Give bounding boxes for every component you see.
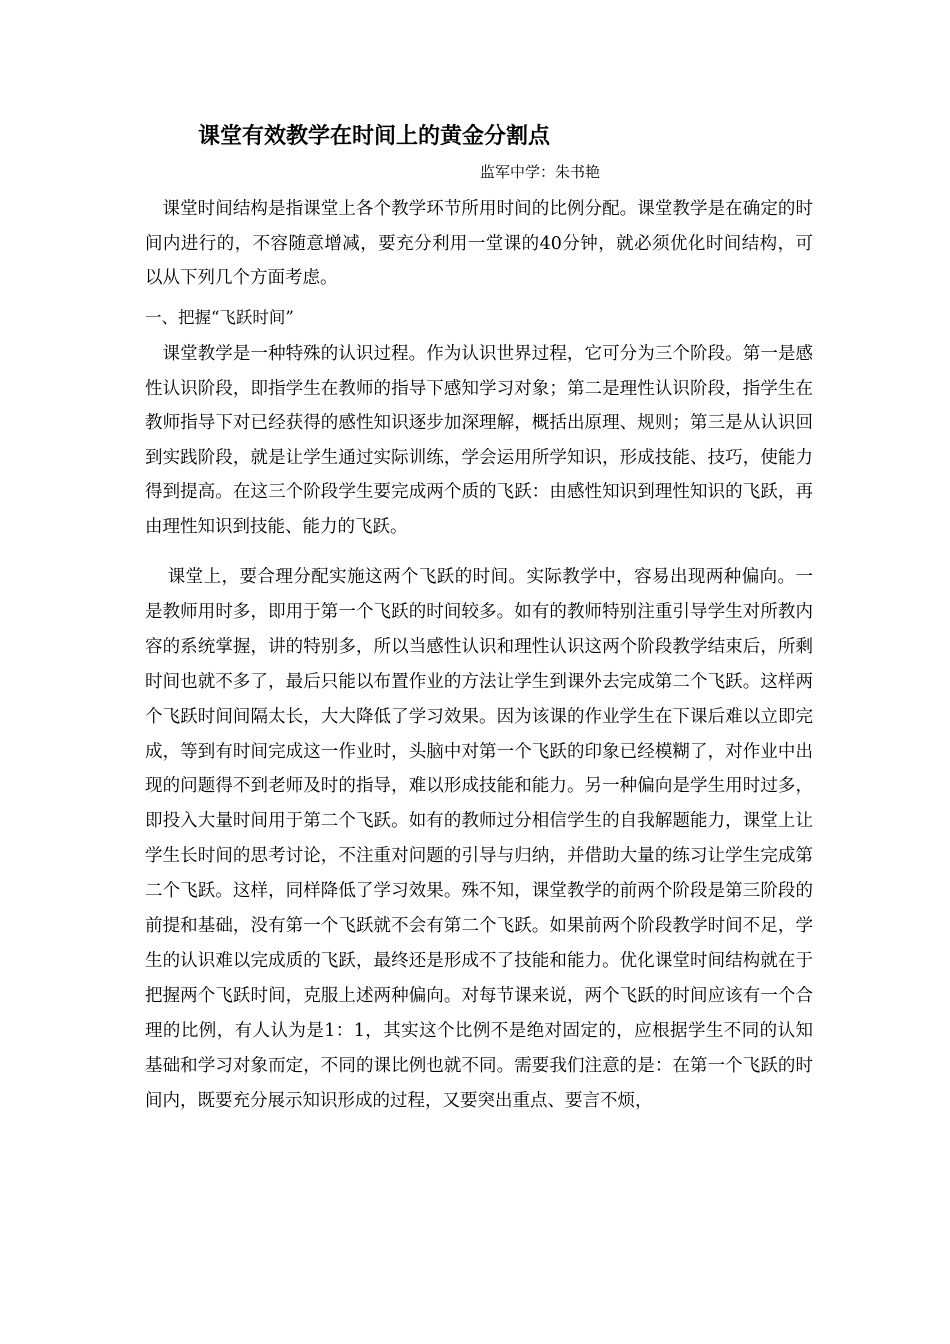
section-heading: 一、把握“飞跃时间” [145,308,294,327]
body-paragraph: 课堂教学是一种特殊的认识过程。作为认识世界过程，它可分为三个阶段。第一是感性认识阶段，即指学生在教师的指导下感知学习对象；第二是理性认识阶段，指学生在教师指导下对已经获得的感性知识逐步加深理解，概括出原理、规则；第三是从认识回到实践阶段，就是让学生通过实际训练，学会运用所学知识，形成技能、技巧，使能力得到提高。在这三个阶段学生要完成两个质的飞跃：由感性知识到理性知识的飞跃，再由理性知识到技能、能力的飞跃。 [145,344,813,537]
body-paragraph: 课堂上，要合理分配实施这两个飞跃的时间。实际教学中，容易出现两种偏向。一是教师用时多，即用于第一个飞跃的时间较多。如有的教师特别注重引导学生对所教内容的系统掌握，讲的特别多，所以当感性认识和理性认识这两个阶段教学结束后，所剩时间也就不多了，最后只能以布置作业的方法让学生到课外去完成第二个飞跃。这样两个飞跃时间间隔太长，大大降低了学习效果。因为该课的作业学生在下课后难以立即完成，等到有时间完成这一作业时，头脑中对第一个飞跃的印象已经模糊了，对作业中出现的问题得不到老师及时的指导，难以形成技能和能力。另一种偏向是学生用时过多，即投入大量时间用于第二个飞跃。如有的教师过分相信学生的自我解题能力，课堂上让学生长时间的思考讨论，不注重对问题的引导与归纳，并借助大量的练习让学生完成第二个飞跃。这样，同样降低了学习效果。殊不知，课堂教学的前两个阶段是第三阶段的前提和基础，没有第一个飞跃就不会有第二个飞跃。如果前两个阶段教学时间不足，学生的认识难以完成质的飞跃，最终还是形成不了技能和能力。优化课堂时间结构就在于把握两个飞跃时间，克服上述两种偏向。对每节课来说，两个飞跃的时间应该有一个合理的比例，有人认为是1：1，其实这个比例不是绝对固定的，应根据学生不同的认知基础和学习对象而定，不同的课比例也就不同。需要我们注意的是：在第一个飞跃的时间内，既要充分展示知识形成的过程，又要突出重点、要言不烦， [145,567,813,1111]
intro-paragraph: 课堂时间结构是指课堂上各个教学环节所用时间的比例分配。课堂教学是在确定的时间内进行的，不容随意增减，要充分利用一堂课的40分钟，就必须优化时间结构，可以从下列几个方面考虑。 [145,199,813,288]
document-title: 课堂有效教学在时间上的黄金分割点 [198,123,551,149]
document-author: 监军中学：朱书艳 [479,163,600,181]
